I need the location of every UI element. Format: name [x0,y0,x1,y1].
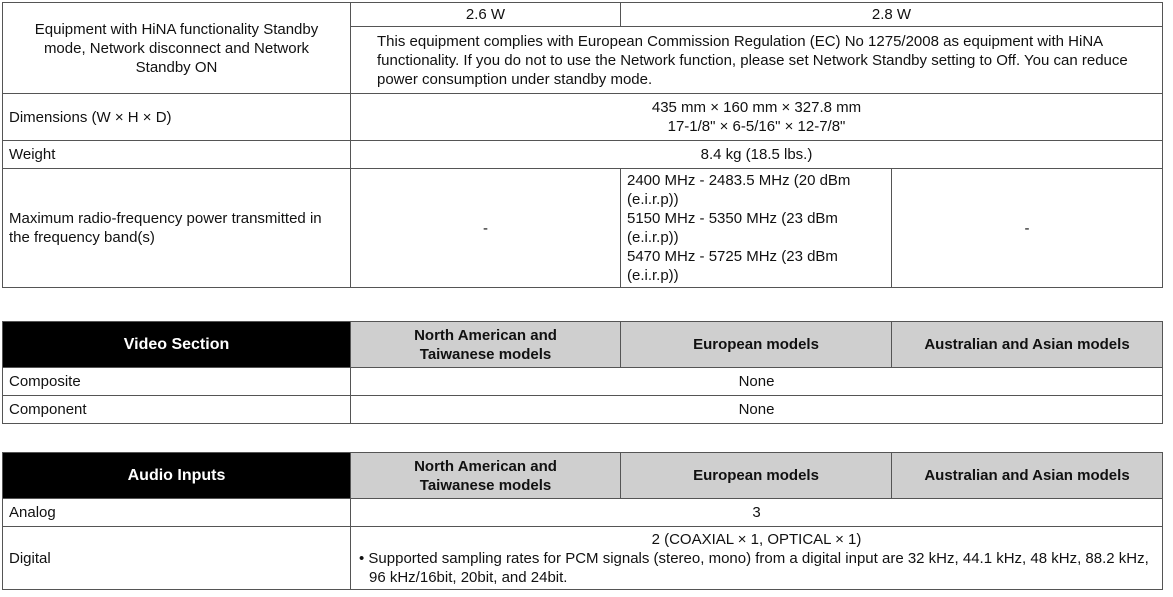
rf-eu-line: (e.i.r.p)) [627,191,679,208]
audio-inputs-title: Audio Inputs [3,453,351,499]
component-value: None [351,396,1163,424]
analog-label: Analog [3,499,351,527]
video-section-table [2,321,1163,424]
dimensions-imperial: 17-1/8" × 6-5/16" × 12-7/8" [667,118,846,135]
rf-eu-line: (e.i.r.p)) [627,267,679,284]
standby-value-eu: 2.8 W [621,3,1163,27]
rf-label: Maximum radio-frequency power transmitted in the frequency band(s) [3,169,351,288]
standby-note: This equipment complies with European Commission Regulation (EC) No 1275/2008 as equipment with HiNA functionality. If you do not to use the Network function, please set Network Standby setting to Off. You can reduce power consumption under standby mode. [351,27,1163,94]
audio-col-european: European models [621,453,892,499]
rf-value-asia: - [892,169,1163,288]
rf-eu-line: 5470 MHz - 5725 MHz (23 dBm [627,248,838,265]
weight-label: Weight [3,141,351,169]
dimensions-metric: 435 mm × 160 mm × 327.8 mm [651,99,862,116]
audio-inputs-table [2,452,1163,590]
rf-eu-line: 5150 MHz - 5350 MHz (23 dBm [627,210,838,227]
composite-label: Composite [3,368,351,396]
standby-value-na: 2.6 W [351,3,621,27]
composite-value: None [351,368,1163,396]
video-section-title: Video Section [3,322,351,368]
general-specs-table [2,2,1163,288]
video-col-european: European models [621,322,892,368]
audio-col-asian: Australian and Asian models [892,453,1163,499]
video-col-asian: Australian and Asian models [892,322,1163,368]
audio-col-north-american: North American and Taiwanese models [351,453,621,499]
weight-value: 8.4 kg (18.5 lbs.) [351,141,1163,169]
standby-label: Equipment with HiNA functionality Standby mode, Network disconnect and Network Standby ON [3,3,351,94]
rf-value-eu [621,169,892,288]
digital-note: • Supported sampling rates for PCM signals (stereo, mono) from a digital input are 32 kHz, 44.1 kHz, 48 kHz, 88.2 kHz, 96 kHz/16bit, 20bit, and 24bit. [359,549,1149,586]
rf-value-na: - [351,169,621,288]
component-label: Component [3,396,351,424]
digital-value-cell [351,527,1163,590]
analog-value: 3 [351,499,1163,527]
rf-eu-line: (e.i.r.p)) [627,229,679,246]
rf-eu-line: 2400 MHz - 2483.5 MHz (20 dBm [627,172,851,189]
video-col-north-american: North American and Taiwanese models [351,322,621,368]
digital-value: 2 (COAXIAL × 1, OPTICAL × 1) [651,530,862,548]
dimensions-label: Dimensions (W × H × D) [3,94,351,141]
digital-label: Digital [3,527,351,590]
dimensions-value [351,94,1163,141]
